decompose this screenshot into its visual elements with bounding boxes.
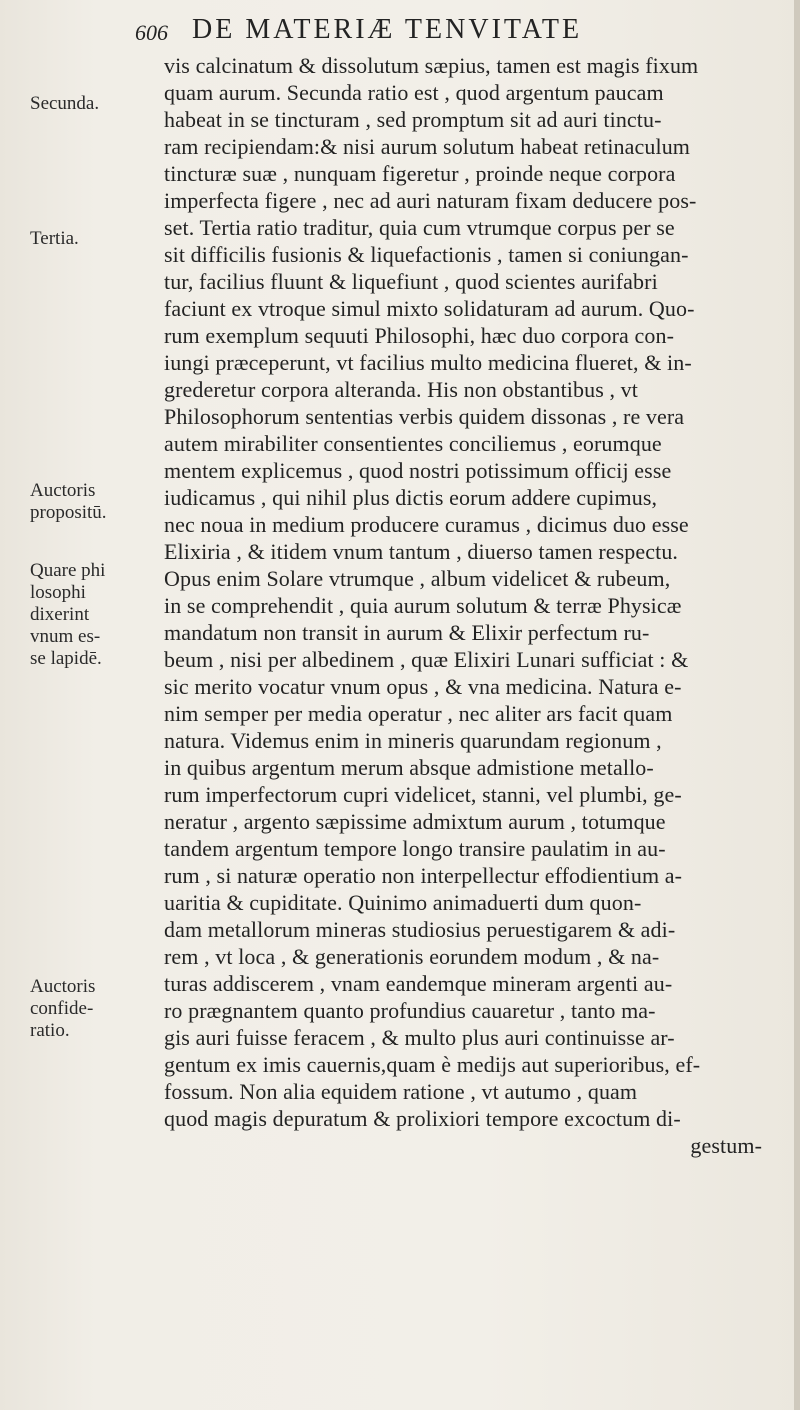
text-line: tincturæ suæ , nunquam figeretur , proinde neque corpora xyxy=(164,161,676,186)
text-line: turas addiscerem , vnam eandemque mineram argenti au- xyxy=(164,971,673,996)
text-line: ro prægnantem quanto profundius cauaretur , tanto ma- xyxy=(164,998,656,1023)
marginal-note-line: se lapidē. xyxy=(30,648,102,669)
text-line: rum exemplum sequuti Philosophi, hæc duo corpora con- xyxy=(164,323,674,348)
marginal-note-line: dixerint xyxy=(30,604,90,625)
text-line: dam metallorum mineras studiosius peruestigarem & adi- xyxy=(164,917,676,942)
marginal-note-line: Tertia. xyxy=(30,228,79,249)
text-line: Philosophorum sententias verbis quidem dissonas , re vera xyxy=(164,404,685,429)
text-line: gestum- xyxy=(690,1133,762,1158)
marginal-note-quare-philosophi xyxy=(30,560,160,670)
marginal-note-secunda xyxy=(30,93,160,115)
marginal-note-line: vnum es- xyxy=(30,626,101,647)
text-line: Elixiria , & itidem vnum tantum , diuerso tamen respectu. xyxy=(164,539,679,564)
text-line: mentem explicemus , quod nostri potissimum officij esse xyxy=(164,458,672,483)
text-line: autem mirabiliter consentientes conciliemus , eorumque xyxy=(164,431,662,456)
text-line: iungi præceperunt, vt facilius multo medicina flueret, & in- xyxy=(164,350,692,375)
text-line: grederetur corpora alteranda. His non obstantibus , vt xyxy=(164,377,638,402)
text-line: vis calcinatum & dissolutum sæpius, tamen est magis fixum xyxy=(164,53,699,78)
text-line: rem , vt loca , & generationis eorundem modum , & na- xyxy=(164,944,660,969)
marginal-note-line: losophi xyxy=(30,582,86,603)
running-title: DE MATERIÆ TENVITATE xyxy=(192,14,583,45)
text-line: fossum. Non alia equidem ratione , vt autumo , quam xyxy=(164,1079,638,1104)
text-line: faciunt ex vtroque simul mixto solidaturam ad aurum. Quo- xyxy=(164,296,695,321)
text-line: Opus enim Solare vtrumque , album videlicet & rubeum, xyxy=(164,566,671,591)
text-line: sic merito vocatur vnum opus , & vna medicina. Natura e- xyxy=(164,674,682,699)
text-line: in quibus argentum merum absque admistione metallo- xyxy=(164,755,654,780)
marginal-note-line: Secunda. xyxy=(30,93,100,114)
marginal-note-line: confide- xyxy=(30,998,94,1019)
text-line: beum , nisi per albedinem , quæ Elixiri Lunari sufficiat : & xyxy=(164,647,689,672)
text-line: sit difficilis fusionis & liquefactionis , tamen si coniungan- xyxy=(164,242,689,267)
text-line: rum imperfectorum cupri videlicet, stanni, vel plumbi, ge- xyxy=(164,782,682,807)
text-line: ram recipiendam:& nisi aurum solutum habeat retinaculum xyxy=(164,134,691,159)
main-text-block xyxy=(164,52,794,1159)
text-line: natura. Videmus enim in mineris quarundam regionum , xyxy=(164,728,662,753)
page-edge xyxy=(794,0,800,1410)
marginal-note-line: Auctoris xyxy=(30,480,96,501)
text-line: uaritia & cupiditate. Quinimo animaduerti dum quon- xyxy=(164,890,642,915)
text-line: neratur , argento sæpissime admixtum aurum , totumque xyxy=(164,809,666,834)
text-line: set. Tertia ratio traditur, quia cum vtrumque corpus per se xyxy=(164,215,675,240)
marginal-note-auctoris-propositum xyxy=(30,480,160,524)
text-line: gentum ex imis cauernis,quam è medijs aut superioribus, ef- xyxy=(164,1052,701,1077)
marginal-note-line: propositū. xyxy=(30,502,107,523)
text-line: in se comprehendit , quia aurum solutum & terræ Physicæ xyxy=(164,593,682,618)
text-line: quod magis depuratum & prolixiori tempore excoctum di- xyxy=(164,1106,681,1131)
text-line: habeat in se tincturam , sed promptum sit ad auri tinctu- xyxy=(164,107,662,132)
text-line: mandatum non transit in aurum & Elixir perfectum ru- xyxy=(164,620,650,645)
marginal-note-line: Quare phi xyxy=(30,560,106,581)
text-line: iudicamus , qui nihil plus dictis eorum addere cupimus, xyxy=(164,485,658,510)
text-line: rum , si naturæ operatio non interpellectur effodientium a- xyxy=(164,863,683,888)
text-line: gis auri fuisse feracem , & multo plus auri continuisse ar- xyxy=(164,1025,675,1050)
text-line: tur, facilius fluunt & liquefiunt , quod scientes aurifabri xyxy=(164,269,658,294)
marginal-note-line: ratio. xyxy=(30,1020,70,1041)
text-line: tandem argentum tempore longo transire paulatim in au- xyxy=(164,836,666,861)
marginal-note-auctoris-consideratio xyxy=(30,976,160,1042)
text-line: nim semper per media operatur , nec aliter ars facit quam xyxy=(164,701,673,726)
marginal-note-tertia xyxy=(30,228,160,250)
page-number: 606 xyxy=(135,20,168,45)
page-header xyxy=(130,8,710,48)
text-line: quam aurum. Secunda ratio est , quod argentum paucam xyxy=(164,80,664,105)
text-line: nec noua in medium producere curamus , dicimus duo esse xyxy=(164,512,689,537)
text-line: imperfecta figere , nec ad auri naturam fixam deducere pos- xyxy=(164,188,697,213)
marginal-note-line: Auctoris xyxy=(30,976,96,997)
